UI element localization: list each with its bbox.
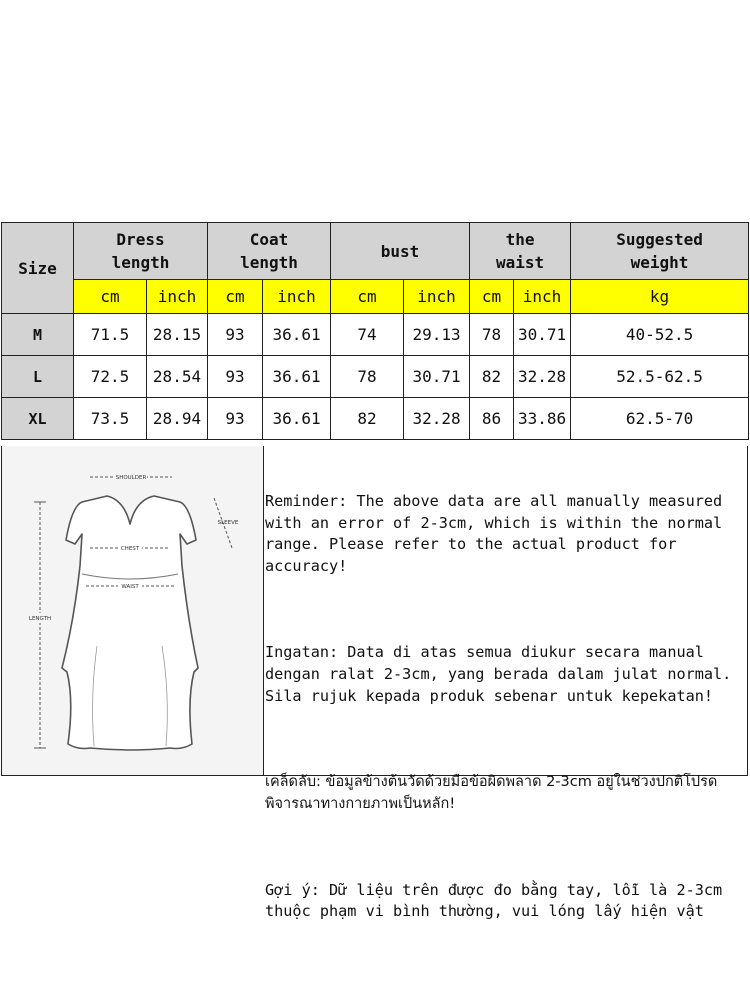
size-chart [1,222,748,440]
unit-cell: kg [571,280,749,314]
dress-outline-illustration [2,446,262,774]
value-cell: 73.5 [74,398,147,440]
size-header: Size [2,223,74,314]
value-cell: 36.61 [263,356,331,398]
header-row [2,223,749,280]
value-cell: 82 [470,356,514,398]
weight-header: Suggested weight [571,223,749,280]
unit-cell: cm [470,280,514,314]
value-cell: 32.28 [404,398,470,440]
unit-cell: inch [263,280,331,314]
value-cell: 33.86 [514,398,571,440]
value-cell: 30.71 [404,356,470,398]
value-cell: 93 [208,356,263,398]
table-row [2,398,749,440]
value-cell: 86 [470,398,514,440]
size-cell: L [2,356,74,398]
value-cell: 36.61 [263,398,331,440]
size-table [1,222,749,440]
info-panel [1,446,748,921]
unit-cell: inch [147,280,208,314]
shoulder-label: SHOULDER [115,475,147,481]
bust-header: bust [331,223,470,280]
value-cell: 32.28 [514,356,571,398]
value-cell: 93 [208,314,263,356]
note-malay: Ingatan: Data di atas semua diukur secara manual dengan ralat 2-3cm, yang berada dalam julat normal. Sila rujuk kepada produk sebenar untuk kepekatan! [265,643,741,705]
value-cell: 71.5 [74,314,147,356]
unit-cell: cm [74,280,147,314]
dress-length-header: Dress length [74,223,208,280]
units-row [2,280,749,314]
value-cell: 78 [470,314,514,356]
waist-label: WAIST [121,584,139,590]
table-row [2,314,749,356]
unit-cell: cm [331,280,404,314]
unit-cell: inch [514,280,571,314]
value-cell: 29.13 [404,314,470,356]
value-cell: 28.15 [147,314,208,356]
note-english: Reminder: The above data are all manually measured with an error of 2-3cm, which is within the normal range. Please refer to the actual product for accuracy! [265,492,732,575]
value-cell: 28.94 [147,398,208,440]
coat-length-header: Coat length [208,223,331,280]
value-cell: 30.71 [514,314,571,356]
value-cell: 40-52.5 [571,314,749,356]
value-cell: 36.61 [263,314,331,356]
value-cell: 93 [208,398,263,440]
unit-cell: inch [404,280,470,314]
length-label: LENGTH [28,616,52,622]
value-cell: 78 [331,356,404,398]
dress-diagram [2,446,264,775]
value-cell: 72.5 [74,356,147,398]
chest-label: CHEST [120,546,140,552]
note-vietnamese: Gợi ý: Dữ liệu trên được đo bằng tay, lỗi là 2-3cm thuộc phạm vi bình thường, vui lóng lấy hiện vật [265,880,732,921]
value-cell: 82 [331,398,404,440]
unit-cell: cm [208,280,263,314]
value-cell: 62.5-70 [571,398,749,440]
note-thai: เคล็ดลับ: ข้อมูลข้างต้นวัดด้วยมือข้อผิดพลาด 2-3cm อยู่ในช่วงปกติโปรดพิจารณาทางกายภาพเป็นหลัก! [265,773,718,812]
sleeve-label: SLEEVE [217,520,239,526]
size-cell: XL [2,398,74,440]
waist-header: the waist [470,223,571,280]
table-row [2,356,749,398]
value-cell: 28.54 [147,356,208,398]
size-cell: M [2,314,74,356]
value-cell: 74 [331,314,404,356]
value-cell: 52.5-62.5 [571,356,749,398]
measurement-notes [265,448,747,988]
